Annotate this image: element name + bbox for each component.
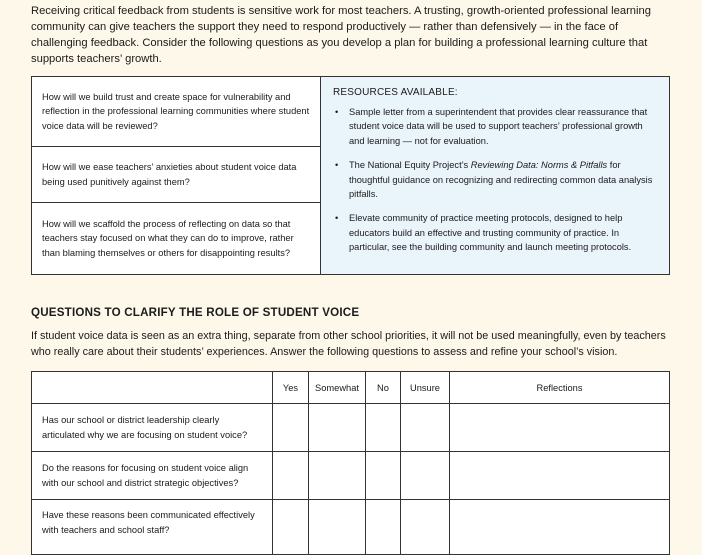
yes-cell[interactable] [273,500,309,555]
table-header-row [32,372,670,404]
reflections-cell[interactable] [450,452,670,500]
reflections-cell[interactable] [450,404,670,452]
column-header-somewhat: Somewhat [309,372,366,404]
resources-panel [321,77,669,274]
planning-questions-column [32,77,321,274]
question-cell: Do the reasons for focusing on student voice align with our school and district strategic objectives? [32,452,273,500]
unsure-cell[interactable] [401,500,450,555]
clarify-table [31,371,670,555]
resource-item: • Elevate community of practice meeting protocols, designed to help educators build an effective and trusting community of practice. In particular, see the building community and launch meeting protocols. [333,211,655,254]
table-row [32,404,670,452]
yes-cell[interactable] [273,404,309,452]
unsure-cell[interactable] [401,404,450,452]
unsure-cell[interactable] [401,452,450,500]
planning-question: How will we ease teachers’ anxieties about student voice data being used punitively against them? [32,147,320,203]
column-header-question [32,372,273,404]
resource-item: • Sample letter from a superintendent that provides clear reassurance that student voice data will be used to support teachers’ professional growth and learning — not for evaluation. [333,105,655,148]
column-header-unsure: Unsure [401,372,450,404]
resources-list [333,105,655,255]
table-row [32,500,670,555]
table-row [32,452,670,500]
column-header-reflections: Reflections [450,372,670,404]
no-cell[interactable] [366,452,401,500]
planning-question: How will we build trust and create space for vulnerability and reflection in the professional learning communities where student voice data will be reviewed? [32,77,320,147]
no-cell[interactable] [366,404,401,452]
planning-question: How will we scaffold the process of reflecting on data so that teachers stay focused on what they can do to improve, rather than blaming themselves or others for disappointing results? [42,218,294,258]
somewhat-cell[interactable] [309,500,366,555]
resource-item[interactable]: • The National Equity Project’s Reviewing Data: Norms & Pitfalls for thoughtful guidance on recognizing and redirecting common data analysis pitfalls. [333,158,655,201]
planning-table [31,76,670,275]
column-header-yes: Yes [273,372,309,404]
question-cell: Has our school or district leadership clearly articulated why we are focusing on student voice? [32,404,273,452]
column-header-no: No [366,372,401,404]
reflections-cell[interactable] [450,500,670,555]
somewhat-cell[interactable] [309,452,366,500]
yes-cell[interactable] [273,452,309,500]
section-heading: QUESTIONS TO CLARIFY THE ROLE OF STUDENT VOICE [31,306,360,319]
resources-title: RESOURCES AVAILABLE: [333,87,458,98]
question-cell: Have these reasons been communicated effectively with teachers and school staff? [32,500,273,555]
somewhat-cell[interactable] [309,404,366,452]
intro-paragraph: Receiving critical feedback from students is sensitive work for most teachers. A trusting, growth-oriented professional learning community can give teachers the support they need to respond productively — rather than defensively — in the face of challenging feedback. Consider the following questions as you develop a plan for building a professional learning culture that supports teachers’ growth. [31,5,651,65]
no-cell[interactable] [366,500,401,555]
section-description: If student voice data is seen as an extra thing, separate from other school priorities, it will not be used meaningfully, even by teachers who really care about their students’ experiences. Answer the following questions to assess and refine your school’s vision. [31,330,666,358]
resource-link[interactable]: Reviewing Data: Norms & Pitfalls [470,160,608,171]
